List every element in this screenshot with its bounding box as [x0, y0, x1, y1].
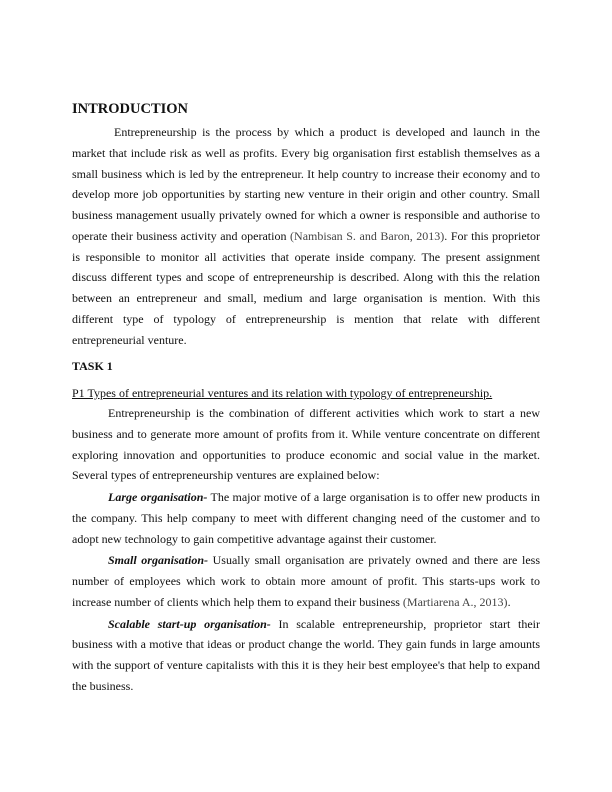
text: . — [507, 594, 511, 609]
paragraph-small-organisation — [72, 550, 540, 612]
text: In scalable entrepreneurship, proprietor start their business with a motive that ideas or product change the world. They gain funds in large amounts with the support of venture capitalists with this it is they heir best employee's that help to expand the business. — [72, 616, 540, 693]
text: . For this proprietor is responsible to monitor all activities that operate inside company. The present assignment discuss different types and scope of entrepreneurship is described. Along with this the relation between an entrepreneur and small, medium and large organisation is mention. With this different type of typology of entrepreneurship is mention that relate with different entrepreneurial venture. — [72, 228, 540, 347]
heading-text: INTRODUCTION — [72, 101, 189, 117]
paragraph-scalable-startup — [72, 614, 540, 697]
citation: (Nambisan S. and Baron, 2013) — [290, 228, 445, 243]
text: The major motive of a large organisation is to offer new products in the company. This help company to meet with different changing need of the customer and to adopt new technology to gain competitive advantage against their customer. — [72, 490, 540, 546]
subheading-text: P1 Types of entrepreneurial ventures and its relation with typology of entrepreneurship. — [72, 386, 493, 400]
introduction-heading — [72, 101, 540, 118]
lead-term: Small organisation- — [108, 553, 208, 568]
lead-term: Large organisation- — [108, 490, 208, 504]
task1-body — [72, 403, 540, 697]
task1-subheading — [72, 384, 540, 402]
text: Entrepreneurship is the process by which a product is developed and launch in the market that include risk as well as profits. Every big organisation first establish themselves as a small business which is led by the entrepreneur. It help country to increase their economy and to develop more job opportunities by starting new venture in their origin and other country. Small business management usually privately owned for which a owner is responsible and authorise to operate their business activity and operation — [72, 125, 540, 243]
heading-text: TASK 1 — [72, 359, 113, 373]
lead-term: Scalable start-up organisation- — [108, 616, 271, 631]
task1-heading — [72, 359, 540, 374]
paragraph-large-organisation — [72, 487, 540, 549]
citation: (Martiarena A., 2013) — [402, 594, 508, 609]
introduction-paragraph — [72, 122, 540, 350]
paragraph-intro: Entrepreneurship is the combination of different activities which work to start a new business and to generate more amount of profits from it. While venture concentrate on different exploring innovation and opportunities to produce economic and social value in the market. Several types of entrepreneurship ventures are explained below: — [72, 406, 540, 483]
text: Usually small organisation are privately owned and there are less number of employees which work to obtain more amount of profit. This starts-ups work to increase number of clients which help them to expand their business — [72, 553, 540, 609]
